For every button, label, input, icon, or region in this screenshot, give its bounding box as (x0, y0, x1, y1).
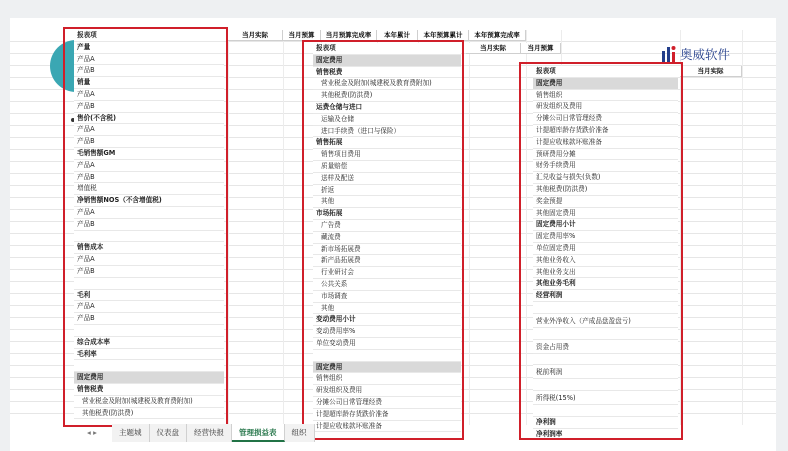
right-panel-row[interactable]: 固定费用小计 (533, 219, 678, 231)
top-bar (0, 0, 788, 18)
middle-panel-row[interactable]: 新产品拓展费 (313, 255, 461, 267)
right-panel-row[interactable] (533, 379, 678, 391)
grid-line (228, 30, 229, 425)
right-panel-row[interactable] (533, 302, 678, 314)
col-header-year-rate[interactable]: 本年预算完成率 (469, 30, 526, 41)
right-panel-row[interactable] (533, 354, 678, 366)
left-panel-row[interactable]: 毛利 (74, 290, 224, 302)
report-panel-left (74, 30, 224, 425)
middle-panel-row[interactable]: 运费仓储与进口 (313, 102, 461, 114)
sheet-tab-bar (72, 424, 315, 442)
middle-panel-row[interactable]: 营业税金及附加(城建税及教育费附加) (313, 78, 461, 90)
right-panel-row[interactable]: 其他税费(防洪费) (533, 184, 678, 196)
col-header-month-actual[interactable]: 当月实际 (228, 30, 283, 41)
middle-panel-row[interactable]: 分摊公司日常管理经费 (313, 397, 461, 409)
sheet-tab[interactable]: 仪表盘 (150, 424, 188, 442)
left-panel-row[interactable]: 营业税金及附加(城建税及教育费附加) (74, 396, 224, 408)
left-panel-row[interactable]: 产品A (74, 301, 224, 313)
left-panel-row[interactable]: 产品B (74, 266, 224, 278)
left-panel-row[interactable]: 综合成本率 (74, 337, 224, 349)
left-gutter (0, 18, 10, 451)
right-panel-row[interactable]: 经营利润 (533, 290, 678, 302)
right-panel-row[interactable]: 其他固定费用 (533, 208, 678, 220)
middle-panel-row[interactable]: 销售项目费用 (313, 149, 461, 161)
middle-panel-row[interactable]: 市场拓展 (313, 208, 461, 220)
middle-panel-row[interactable]: 其他 (313, 196, 461, 208)
right-panel-row[interactable]: 净利润率 (533, 429, 678, 438)
grid-line (680, 30, 681, 425)
company-logo (662, 44, 730, 64)
middle-panel-row[interactable]: 变动费用率% (313, 326, 461, 338)
middle-panel-row[interactable]: 市场调查 (313, 291, 461, 303)
middle-panel-row[interactable]: 固定费用 (313, 362, 461, 374)
left-panel-row[interactable]: 产品B (74, 219, 224, 231)
middle-panel-row[interactable]: 研发组织及费用 (313, 385, 461, 397)
right-panel-row[interactable]: 销售组织 (533, 90, 678, 102)
middle-panel-row[interactable]: 新市场拓展费 (313, 244, 461, 256)
right-panel-row[interactable]: 固定费用率% (533, 231, 678, 243)
middle-panel-row[interactable]: 进口手续费（进口与保险） (313, 126, 461, 138)
right-panel-row[interactable]: 其他业务收入 (533, 255, 678, 267)
middle-panel-row[interactable]: 报表项 (313, 43, 461, 55)
left-panel-row[interactable]: 产量 (74, 42, 224, 54)
middle-panel-row[interactable]: 公共关系 (313, 279, 461, 291)
middle-panel-row[interactable]: 质量赔偿 (313, 161, 461, 173)
left-panel-row[interactable]: 产品A (74, 54, 224, 66)
col-header-year-total[interactable]: 本年累计 (377, 30, 418, 41)
col-header-month-budget[interactable]: 当月预算 (283, 30, 321, 41)
left-panel-row[interactable]: 产品B (74, 101, 224, 113)
sheet-tab[interactable]: 组织 (285, 424, 315, 442)
middle-panel-row[interactable]: 固定费用 (313, 55, 461, 67)
left-panel-row[interactable] (74, 325, 224, 337)
col-header-year-budget[interactable]: 本年预算累计 (418, 30, 469, 41)
right-panel-row[interactable]: 预研费用分摊 (533, 149, 678, 161)
left-panel-row[interactable]: 毛利率 (74, 349, 224, 361)
grid-line (526, 30, 527, 425)
middle-panel-row[interactable]: 变动费用小计 (313, 314, 461, 326)
col-header-month-budget-2[interactable]: 当月预算 (521, 43, 561, 54)
left-panel-row[interactable] (74, 360, 224, 372)
right-panel-row[interactable] (533, 328, 678, 340)
logo-mark-icon (662, 45, 676, 63)
left-panel-row[interactable]: 毛销售额GM (74, 148, 224, 160)
left-panel-row[interactable]: 产品A (74, 207, 224, 219)
right-panel-row[interactable]: 奖金预提 (533, 196, 678, 208)
col-header-month-actual-3[interactable]: 当月实际 (680, 66, 742, 77)
left-panel-row[interactable]: 固定费用 (74, 372, 224, 384)
sheet-tabs (112, 424, 315, 442)
report-panel-middle (313, 43, 461, 437)
col-header-month-actual-2[interactable]: 当月实际 (466, 43, 521, 54)
middle-panel-row[interactable]: 销售税费 (313, 67, 461, 79)
logo-text: 奥威软件 (680, 47, 731, 62)
right-panel-row[interactable]: 计提超库龄存货跌价准备 (533, 125, 678, 137)
col-header-month-rate[interactable]: 当月预算完成率 (321, 30, 377, 41)
right-panel-row[interactable] (533, 405, 678, 417)
left-panel-row[interactable]: 销量 (74, 77, 224, 89)
right-gutter (776, 18, 788, 451)
middle-panel-row[interactable]: 销售组织 (313, 373, 461, 385)
middle-panel-row[interactable]: 计提应收账款坏账准备 (313, 421, 461, 433)
left-panel-row[interactable]: 报表项 (74, 30, 224, 42)
left-panel-row[interactable]: 产品B (74, 136, 224, 148)
left-panel-row[interactable]: 产品B (74, 65, 224, 77)
middle-panel-row[interactable]: 折返 (313, 185, 461, 197)
middle-panel-row[interactable]: 销售拓展 (313, 137, 461, 149)
right-panel-row[interactable]: 其他业务毛利 (533, 278, 678, 290)
right-panel-row[interactable]: 营业外净收入（产成品盘盈盘亏) (533, 314, 678, 328)
middle-panel-row[interactable]: 广告费 (313, 220, 461, 232)
sheet-tab[interactable]: 管理损益表 (232, 424, 285, 442)
left-panel-row[interactable]: 产品B (74, 172, 224, 184)
middle-panel-row[interactable]: 行业研讨会 (313, 267, 461, 279)
right-panel-row[interactable]: 研发组织及费用 (533, 101, 678, 113)
right-panel-row[interactable]: 净利润 (533, 417, 678, 429)
grid-line (283, 30, 284, 425)
left-panel-row[interactable]: 其他税费(防洪费) (74, 408, 224, 420)
right-panel-row[interactable]: 固定费用 (533, 78, 678, 90)
left-panel-row[interactable]: 增值税 (74, 183, 224, 195)
left-panel-row[interactable]: 净销售额NOS（不含增值税) (74, 195, 224, 207)
left-panel-row[interactable] (74, 278, 224, 290)
left-panel-row[interactable]: 产品B (74, 313, 224, 325)
tab-scroll-icon[interactable]: ◂ ▸ (87, 428, 97, 437)
sheet-tab[interactable]: 主题城 (112, 424, 150, 442)
right-panel-row[interactable]: 所得税(15%) (533, 391, 678, 405)
left-panel-row[interactable] (74, 231, 224, 243)
right-panel-row[interactable]: 计提应收账款坏账准备 (533, 137, 678, 149)
right-panel-row[interactable]: 资金占用费 (533, 340, 678, 354)
middle-panel-row[interactable]: 藏流费 (313, 232, 461, 244)
left-panel-row[interactable]: 产品A (74, 254, 224, 266)
left-panel-row[interactable]: 产品A (74, 160, 224, 172)
sheet-tab[interactable]: 经营快报 (187, 424, 232, 442)
right-panel-row[interactable]: 汇兑收益与损失(负数) (533, 172, 678, 184)
middle-panel-row[interactable]: 其他税费(防洪费) (313, 90, 461, 102)
middle-panel-row[interactable] (313, 350, 461, 362)
left-panel-row[interactable]: 销售税费 (74, 384, 224, 396)
left-panel-row[interactable]: 产品A (74, 124, 224, 136)
middle-panel-row[interactable]: 单位变动费用 (313, 338, 461, 350)
right-panel-row[interactable]: 分摊公司日常管理经费 (533, 113, 678, 125)
middle-panel-row[interactable]: 其他 (313, 303, 461, 315)
right-panel-row[interactable]: 税前利润 (533, 365, 678, 379)
middle-panel-row[interactable]: 运输及仓储 (313, 114, 461, 126)
middle-panel-row[interactable]: 送样及配送 (313, 173, 461, 185)
right-panel-row[interactable]: 单位固定费用 (533, 243, 678, 255)
middle-panel-row[interactable]: 计提超库龄存货跌价准备 (313, 409, 461, 421)
left-panel-row[interactable]: 产品A (74, 89, 224, 101)
report-panel-right (533, 66, 678, 438)
right-panel-row[interactable]: 报表项 (533, 66, 678, 78)
left-panel-row[interactable]: 销售成本 (74, 242, 224, 254)
left-panel-row[interactable]: 售价(不含税) (74, 113, 224, 125)
right-panel-row[interactable]: 其他业务支出 (533, 267, 678, 279)
right-panel-row[interactable]: 财务手续费用 (533, 160, 678, 172)
grid-line (469, 30, 470, 425)
grid-line (742, 30, 743, 425)
